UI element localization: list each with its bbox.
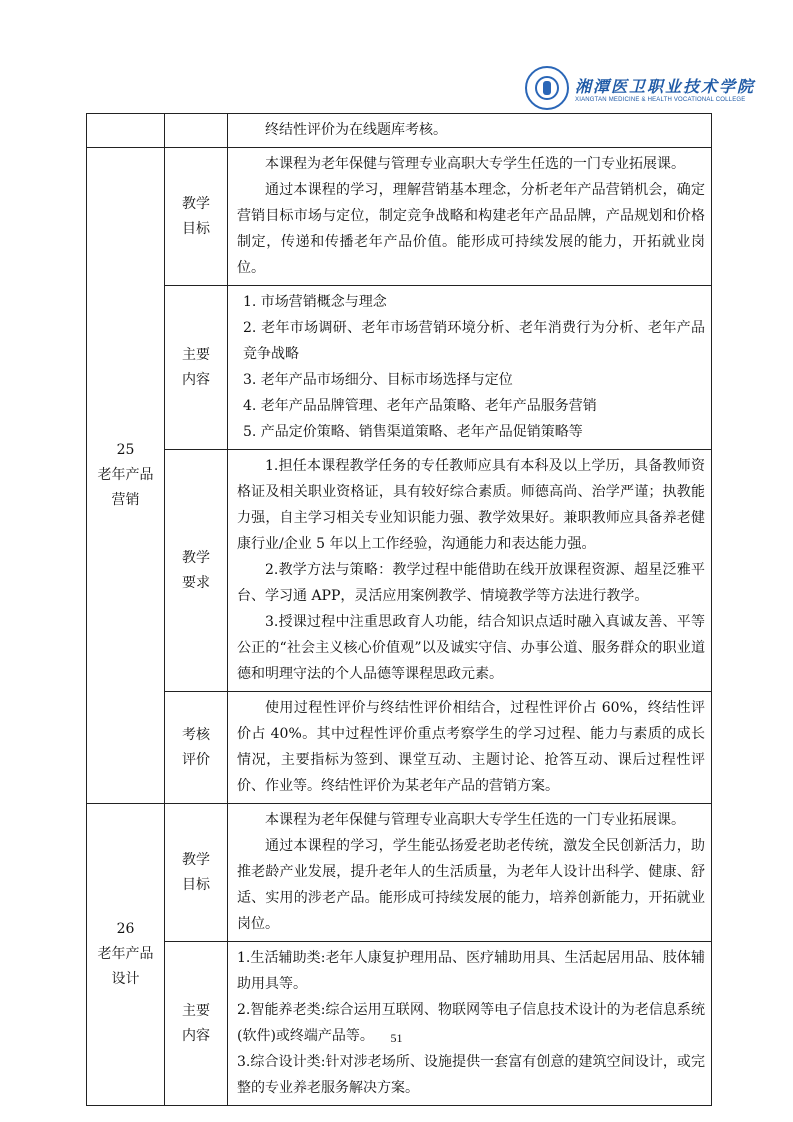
list-item: 1.生活辅助类:老年人康复护理用品、医疗辅助用具、生活起居用品、肢体辅助用具等。 (237, 950, 705, 992)
row-label: 主要 内容 (165, 286, 228, 450)
school-name-cn: 湘潭医卫职业技术学院 (575, 76, 756, 96)
course-number: 25 (116, 442, 135, 458)
paragraph: 本课程为老年保健与管理专业高职大专学生任选的一门专业拓展课。 (265, 156, 685, 172)
paragraph: 1.担任本课程教学任务的专任教师应具有本科及以上学历，具备教师资格证及相关职业资格证，具有较好综合素质。师德高尚、治学严谨；执教能力强，自主学习相关专业知识能力强、教学效果好。兼职教师应具备养老健康行业/企业 5 年以上工作经验，沟通能力和表达能力强。 (237, 458, 705, 552)
course-table (86, 113, 712, 1106)
list-item: 2.智能养老类:综合运用互联网、物联网等电子信息技术设计的为老信息系统(软件)或终端产品等。 (237, 1002, 705, 1044)
row-label: 考核 评价 (165, 692, 228, 804)
paragraph: 本课程为老年保健与管理专业高职大专学生任选的一门专业拓展课。 (265, 812, 685, 828)
table-row (87, 286, 712, 450)
header (525, 64, 755, 112)
row-label: 教学 目标 (165, 148, 228, 286)
list-item: 5. 产品定价策略、销售渠道策略、老年产品促销策略等 (243, 424, 583, 440)
college-logo-icon (525, 66, 569, 110)
paragraph: 2.教学方法与策略：教学过程中能借助在线开放课程资源、超星泛雅平台、学习通 APP，灵活应用案例教学、情境教学等方法进行教学。 (237, 562, 705, 604)
list-item: 4. 老年产品品牌管理、老年产品策略、老年产品服务营销 (243, 398, 597, 414)
table-row (87, 450, 712, 692)
header-text (575, 74, 755, 103)
course-name: 营销 (111, 492, 140, 508)
paragraph: 通过本课程的学习，理解营销基本理念，分析老年产品营销机会，确定营销目标市场与定位，制定竞争战略和构建老年产品品牌，产品规划和价格制定，传递和传播老年产品价值。能形成可持续发展的能力，开拓就业岗位。 (237, 182, 705, 276)
table-row (87, 942, 712, 1106)
row-label: 教学 目标 (165, 804, 228, 942)
course-name: 老年产品 (97, 946, 154, 962)
course-name: 设计 (111, 971, 140, 987)
list-item: 2. 老年市场调研、老年市场营销环境分析、老年消费行为分析、老年产品竞争战略 (243, 320, 705, 362)
list-item: 1. 市场营销概念与理念 (243, 294, 387, 310)
course-name-cell (87, 804, 165, 1106)
paragraph: 通过本课程的学习，学生能弘扬爱老助老传统，激发全民创新活力，助推老龄产业发展，提升老年人的生活质量，为老年人设计出科学、健康、舒适、实用的涉老产品。能形成可持续发展的能力，培养创新能力，开拓就业岗位。 (237, 838, 705, 932)
list-item: 3. 老年产品市场细分、目标市场选择与定位 (243, 372, 513, 388)
row-label: 教学 要求 (165, 450, 228, 692)
table-row (87, 114, 712, 148)
course-name-cell (87, 148, 165, 804)
school-name-en: XIANGTAN MEDICINE & HEALTH VOCATIONAL COLLEGE (575, 96, 746, 103)
paragraph: 3.授课过程中注重思政育人功能，结合知识点适时融入真诚友善、平等公正的“社会主义核心价值观”以及诚实守信、办事公道、服务群众的职业道德和明理守法的个人品德等课程思政元素。 (237, 614, 705, 682)
table-row (87, 148, 712, 286)
table-row (87, 804, 712, 942)
list-item: 3.综合设计类:针对涉老场所、设施提供一套富有创意的建筑空间设计，或完整的专业养老服务解决方案。 (237, 1054, 705, 1096)
page-number: 51 (390, 1031, 403, 1045)
assessment-text: 终结性评价为在线题库考核。 (265, 122, 447, 138)
table-row (87, 692, 712, 804)
course-name: 老年产品 (97, 467, 154, 483)
row-label: 主要 内容 (165, 942, 228, 1106)
course-number: 26 (116, 921, 135, 937)
paragraph: 使用过程性评价与终结性评价相结合，过程性评价占 60%，终结性评价占 40%。其中过程性评价重点考察学生的学习过程、能力与素质的成长情况，主要指标为签到、课堂互动、主题讨论、抢答互动、课后过程性评价、作业等。终结性评价为某老年产品的营销方案。 (237, 700, 705, 794)
